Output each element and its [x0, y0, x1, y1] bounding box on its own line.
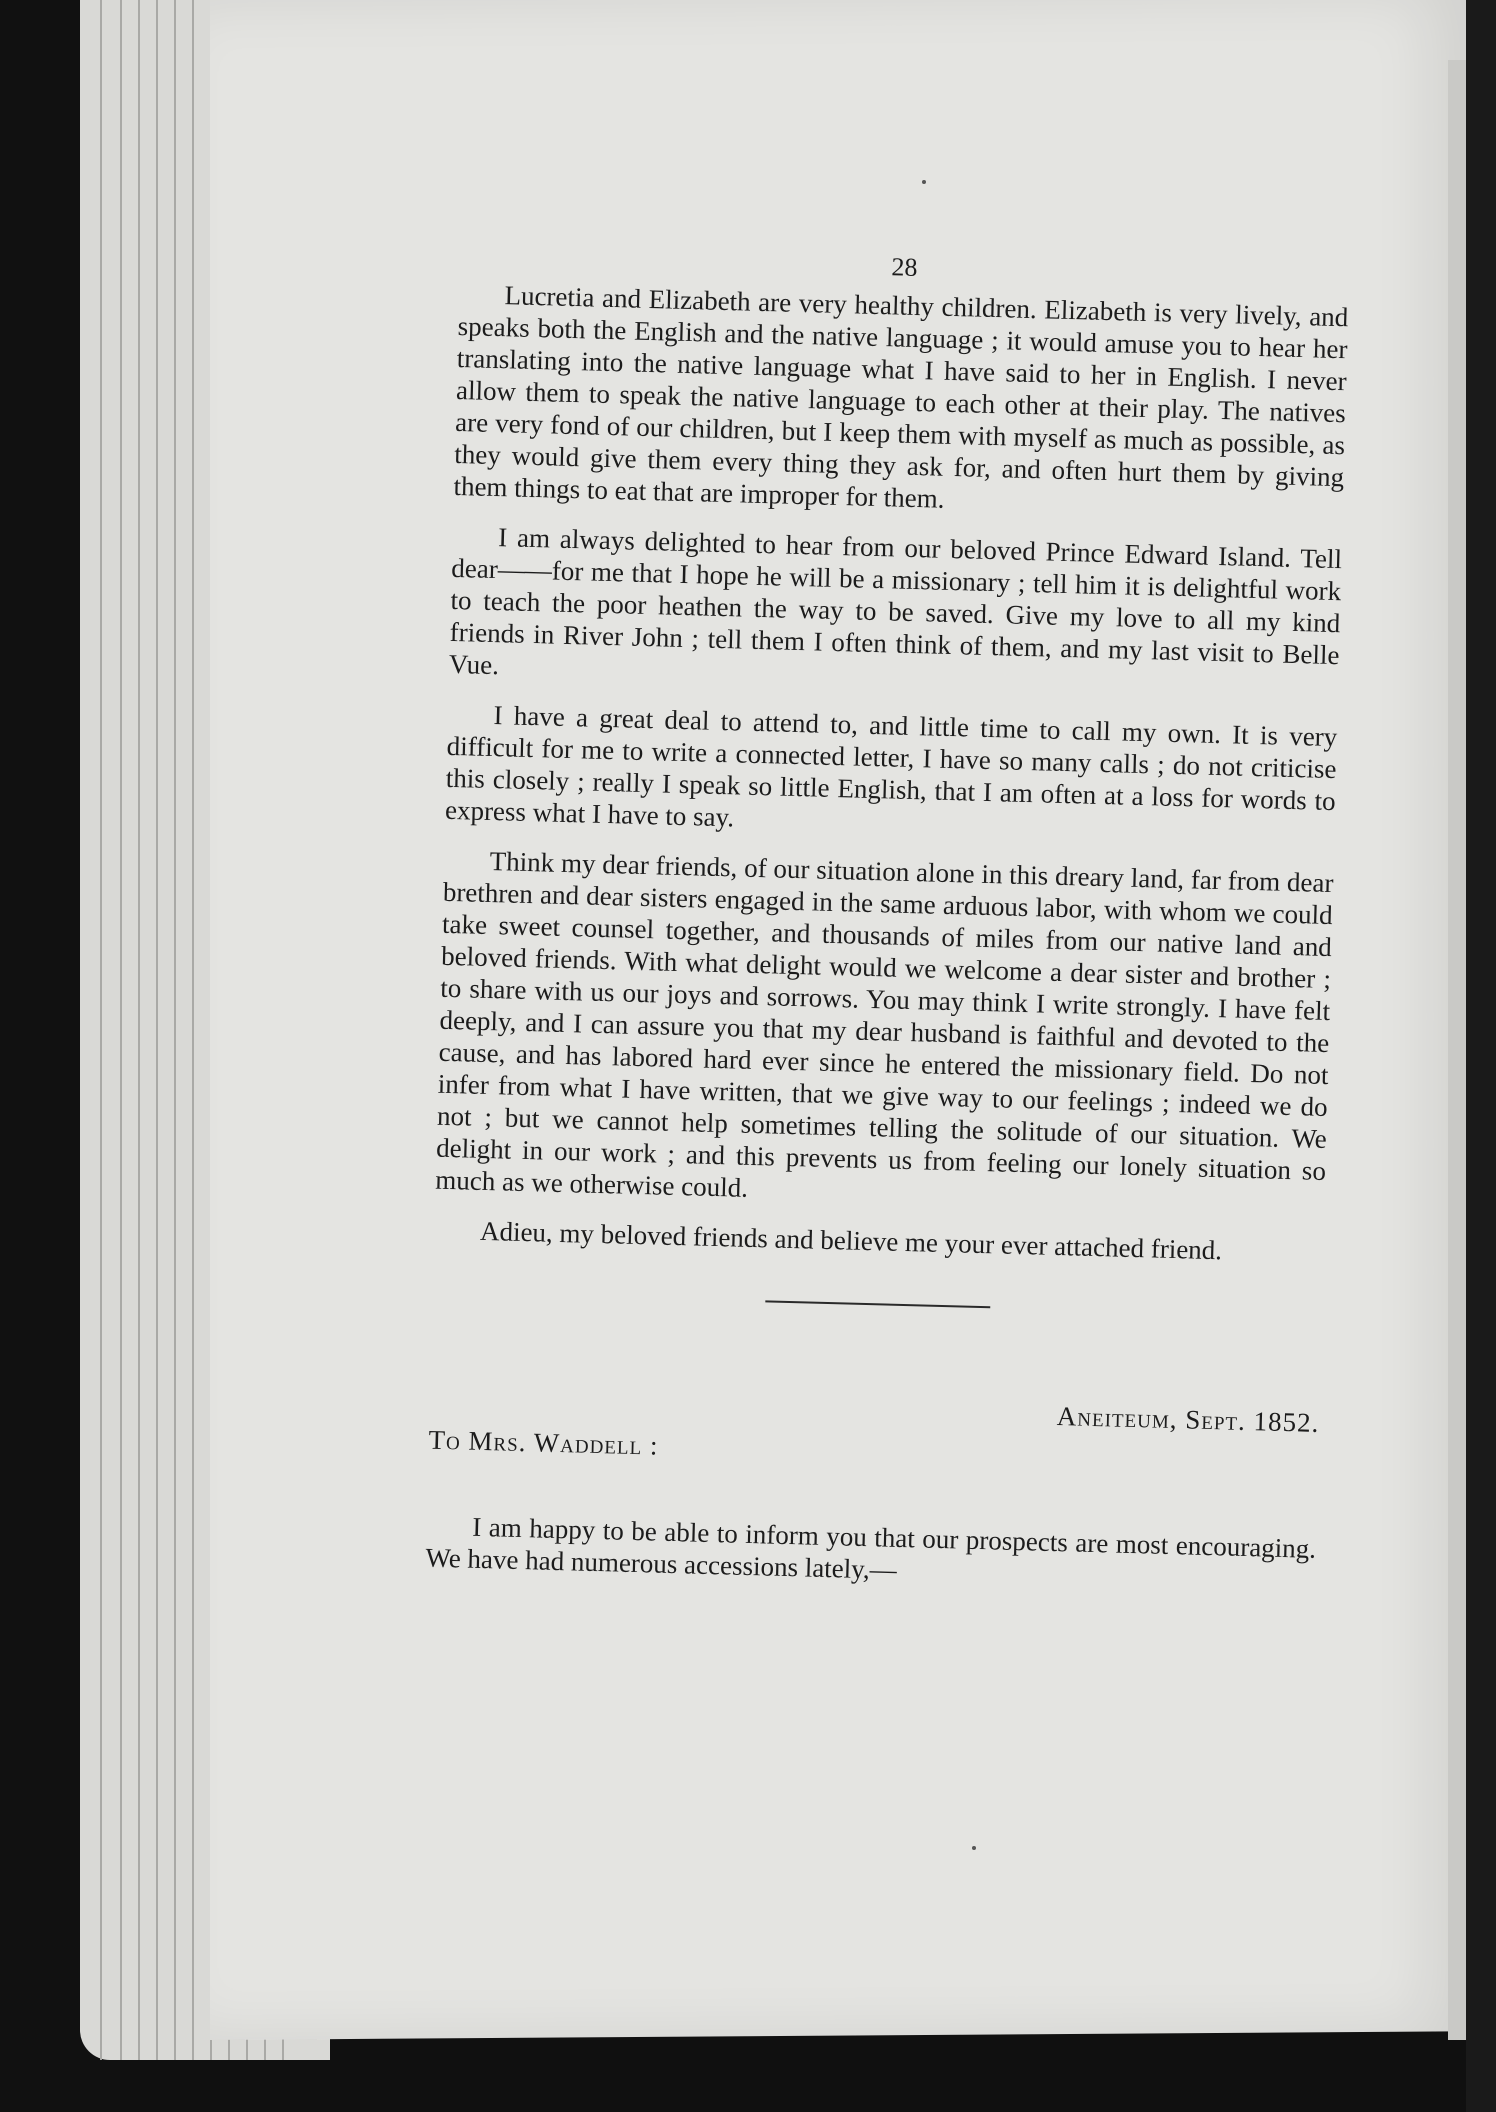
paragraph: I am happy to be able to inform you that our prospects are most encouraging. We have had numerous accessions lately,— [425, 1511, 1317, 1585]
paragraph: Think my dear friends, of our situation alone in this dreary land, far from dear brethren and dear sisters engaged in the same arduous labor, with whom we could take sweet counsel together, and thousands of miles from our native land and beloved friends. With what delight would we welcome a dear sister and brother ; to share with us our joys and sorrows. You may think I write strongly. I have felt deeply, and I can assure you that my dear husband is faithful and devoted to the cause, and has labored hard ever since he entered the missionary field. Do not infer from what I have written, that we give way to our feelings ; indeed we do not ; but we cannot help sometimes telling the solitude of our situation. We delight in our work ; and this prevents us from feeling our lonely situation so much as we otherwise could. [435, 845, 1334, 1203]
page-number: 28 [891, 252, 918, 282]
letter-salutation: To Mrs. Waddell : [428, 1424, 659, 1461]
paper-speck [972, 1846, 976, 1850]
paragraph: Lucretia and Elizabeth are very healthy children. Elizabeth is very lively, and speaks both the English and the native language ; it would amuse you to hear her translating into the native language what I have said to her in English. I never allow them to speak the native language to each other at their play. The natives are very fond of our children, but I keep them with myself as much as possible, as they would give them every thing they ask for, and often hurt them by giving them things to eat that are improper for them. [453, 280, 1349, 514]
paragraph: I am always delighted to hear from our beloved Prince Edward Island. Tell dear——for me that I hope he will be a missionary ; tell him it is delightful work to teach the poor heathen the way to be saved. Give my love to all my kind friends in River John ; tell them I often think of them, and my last visit to Belle Vue. [448, 522, 1343, 681]
paper-speck [922, 180, 926, 184]
paragraph: Adieu, my beloved friends and believe me your ever attached friend. [479, 1215, 1223, 1266]
page-fold-edge [1448, 60, 1468, 2040]
page-text-block [425, 240, 1350, 1615]
section-divider [765, 1300, 990, 1308]
letter-dateline: Aneiteum, Sept. 1852. [1056, 1401, 1320, 1438]
right-dark-strip [1466, 0, 1496, 2112]
paragraph: I have a great deal to attend to, and little time to call my own. It is very difficult for me to write a connected letter, I have so many calls ; do not criticise this closely ; really I speak so little English, that I am often at a loss for words to express what I have to say. [444, 700, 1338, 833]
